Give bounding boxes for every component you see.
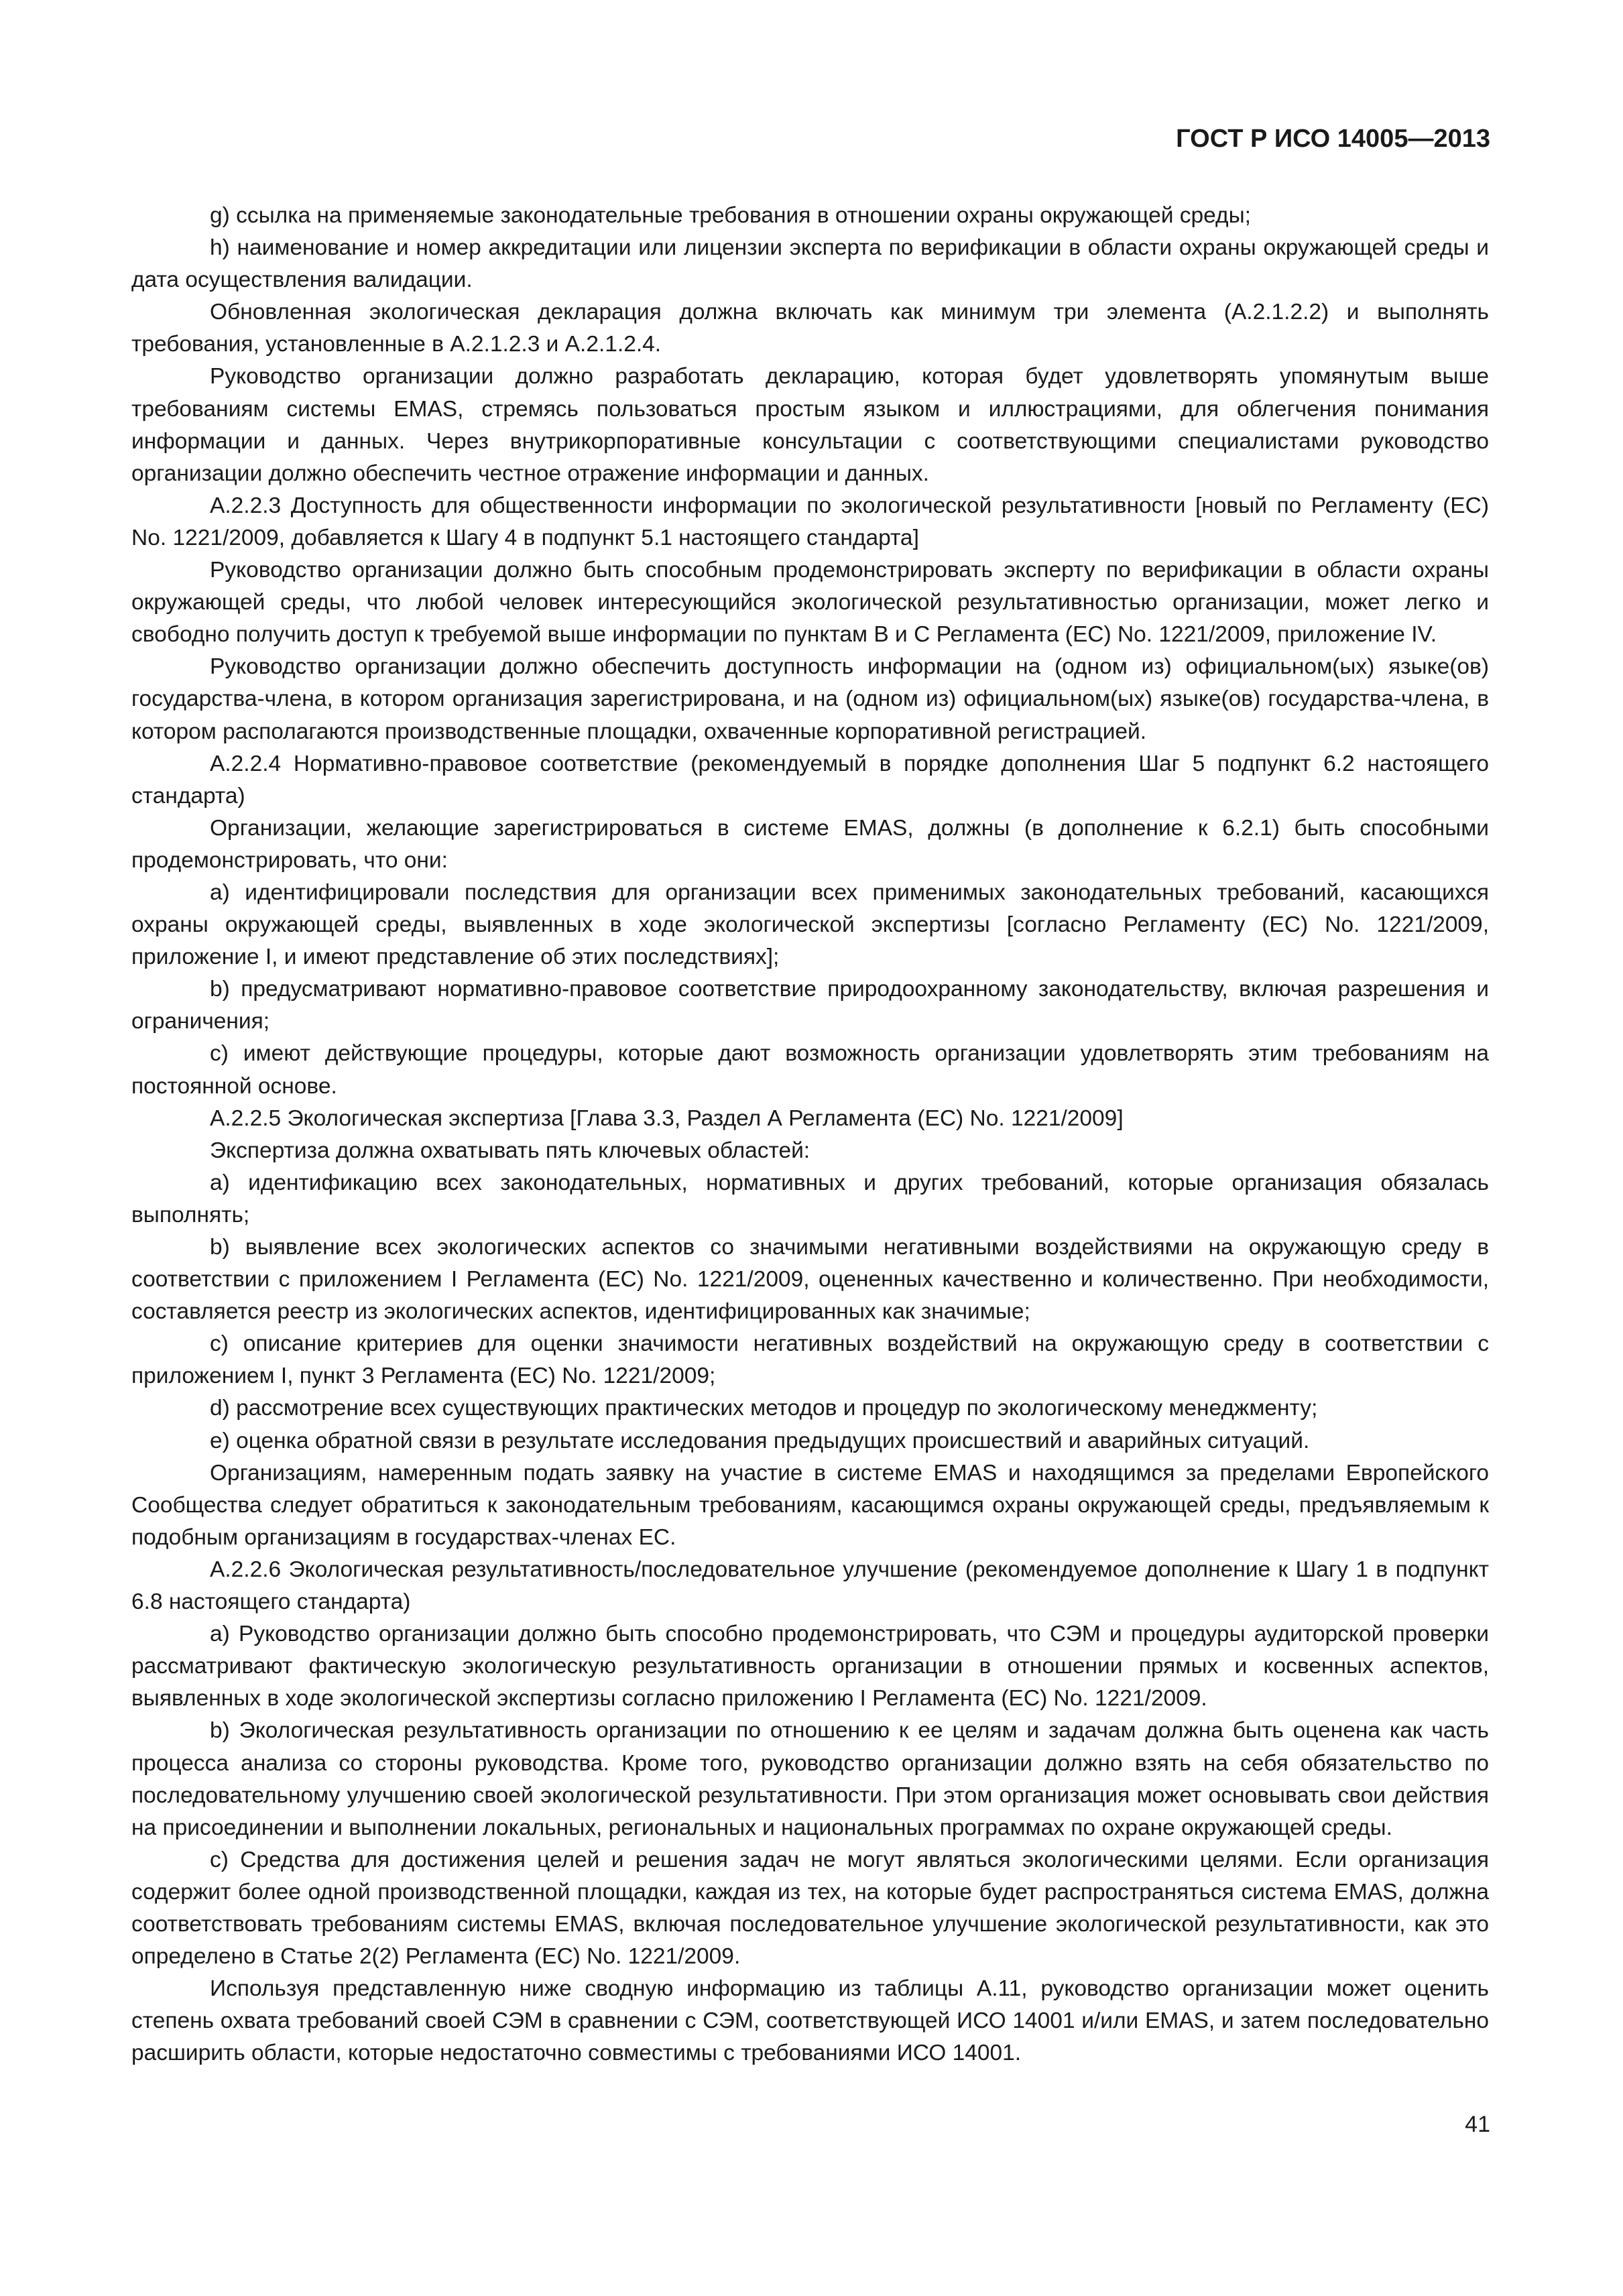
- list-item: b) предусматривают нормативно-правовое соответствие природоохранному законодательству, включая разрешения и ограничения;: [131, 977, 1489, 1034]
- list-item: а) Руководство организации должно быть способно продемонстрировать, что СЭМ и процедуры аудиторской проверки рассматривают фактическую экологическую результативность организации в отношении прямых и косвенных аспектов, выявленных в ходе экологической экспертизы согласно приложению I Регламента (ЕС) No. 1221/2009.: [131, 1622, 1489, 1711]
- paragraph: Руководство организации должно обеспечить доступность информации на (одном из) официальном(ых) языке(ов) государства-члена, в котором организация зарегистрирована, и на (одном из) официальном(ых) языке(ов) государства-члена, в котором располагаются производственные площадки, охваченные корпоративной регистрацией.: [131, 654, 1489, 744]
- section-heading-a2-2-6: А.2.2.6 Экологическая результативность/последовательное улучшение (рекомендуемое дополнение к Шагу 1 в подпункт 6.8 настоящего стандарта): [131, 1557, 1489, 1615]
- list-item: а) идентификацию всех законодательных, нормативных и других требований, которые организация обязалась выполнять;: [131, 1170, 1489, 1227]
- list-item: с) описание критериев для оценки значимости негативных воздействий на окружающую среду в соответствии с приложением I, пункт 3 Регламента (ЕС) No. 1221/2009;: [131, 1331, 1489, 1389]
- list-item: е) оценка обратной связи в результате исследования предыдущих происшествий и аварийных ситуаций.: [210, 1428, 1310, 1453]
- list-item: с) Средства для достижения целей и решения задач не могут являться экологическими целями. Если организация содержит более одной производственной площадки, каждая из тех, на которые будет распространяться система EMAS, должна соответствовать требованиям системы EMAS, включая последовательное улучшение экологической результативности, как это определено в Статье 2(2) Регламента (ЕС) No. 1221/2009.: [131, 1847, 1489, 1970]
- paragraph: Организациям, намеренным подать заявку на участие в системе EMAS и находящимся за пределами Европейского Сообщества следует обратиться к законодательным требованиям, касающимся охраны окружающей среды, предъявляемым к подобным организациям в государствах-членах ЕС.: [131, 1460, 1489, 1550]
- paragraph: Организации, желающие зарегистрироваться в системе EMAS, должны (в дополнение к 6.2.1) быть способными продемонстрировать, что они:: [131, 815, 1489, 873]
- list-item: d) рассмотрение всех существующих практических методов и процедур по экологическому менеджменту;: [210, 1396, 1318, 1421]
- list-item: b) Экологическая результативность организации по отношению к ее целям и задачам должна быть оценена как часть процесса анализа со стороны руководства. Кроме того, руководство организации должно взять на себя обязательство по последовательному улучшению своей экологической результативности. При этом организация может основывать свои действия на присоединении и выполнении локальных, региональных и национальных программах по охране окружающей среды.: [131, 1718, 1489, 1840]
- page-number: 41: [1465, 2112, 1490, 2137]
- section-heading-a2-2-4: А.2.2.4 Нормативно-правовое соответствие (рекомендуемый в порядке дополнения Шаг 5 подпункт 6.2 настоящего стандарта): [131, 751, 1489, 808]
- section-heading-a2-2-5: А.2.2.5 Экологическая экспертиза [Глава 3.3, Раздел А Регламента (ЕС) No. 1221/2009]: [210, 1105, 1124, 1131]
- list-item: а) идентифицировали последствия для организации всех применимых законодательных требований, касающихся охраны окружающей среды, выявленных в ходе экологической экспертизы [согласно Регламенту (ЕС) No. 1221/2009, приложение I, и имеют представление об этих последствиях];: [131, 880, 1489, 970]
- paragraph: Используя представленную ниже сводную информацию из таблицы А.11, руководство организации может оценить степень охвата требований своей СЭМ в сравнении с СЭМ, соответствующей ИСО 14001 и/или EMAS, и затем последовательно расширить области, которые недостаточно совместимы с требованиями ИСО 14001.: [131, 1976, 1489, 2066]
- paragraph: Руководство организации должно разработать декларацию, которая будет удовлетворять упомянутым выше требованиям системы EMAS, стремясь пользоваться простым языком и иллюстрациями, для облегчения понимания информации и данных. Через внутрикорпоративные консультации с соответствующими специалистами руководство организации должно обеспечить честное отражение информации и данных.: [131, 364, 1489, 486]
- paragraph: Экспертиза должна охватывать пять ключевых областей:: [210, 1138, 810, 1163]
- document-body: [131, 200, 1489, 2069]
- list-item: с) имеют действующие процедуры, которые дают возможность организации удовлетворять этим требованиям на постоянной основе.: [131, 1041, 1489, 1099]
- paragraph-g: g) ссылка на применяемые законодательные требования в отношении охраны окружающей среды;: [210, 203, 1251, 228]
- paragraph: Обновленная экологическая декларация должна включать как минимум три элемента (А.2.1.2.2) и выполнять требования, установленные в А.2.1.2.3 и А.2.1.2.4.: [131, 300, 1489, 357]
- paragraph: Руководство организации должно быть способным продемонстрировать эксперту по верификации в области охраны окружающей среды, что любой человек интересующийся экологической результативностью организации, может легко и свободно получить доступ к требуемой выше информации по пунктам В и С Регламента (ЕС) No. 1221/2009, приложение IV.: [131, 558, 1489, 648]
- section-heading-a2-2-3: А.2.2.3 Доступность для общественности информации по экологической результативности [новый по Регламенту (ЕС) No. 1221/2009, добавляется к Шагу 4 в подпункт 5.1 настоящего стандарта]: [131, 493, 1489, 550]
- list-item: b) выявление всех экологических аспектов со значимыми негативными воздействиями на окружающую среду в соответствии с приложением I Регламента (ЕС) No. 1221/2009, оцененных качественно и количественно. При необходимости, составляется реестр из экологических аспектов, идентифицированных как значимые;: [131, 1235, 1489, 1325]
- document-header: ГОСТ Р ИСО 14005—2013: [1176, 125, 1490, 153]
- paragraph-h: h) наименование и номер аккредитации или лицензии эксперта по верификации в области охраны окружающей среды и дата осуществления валидации.: [131, 235, 1489, 293]
